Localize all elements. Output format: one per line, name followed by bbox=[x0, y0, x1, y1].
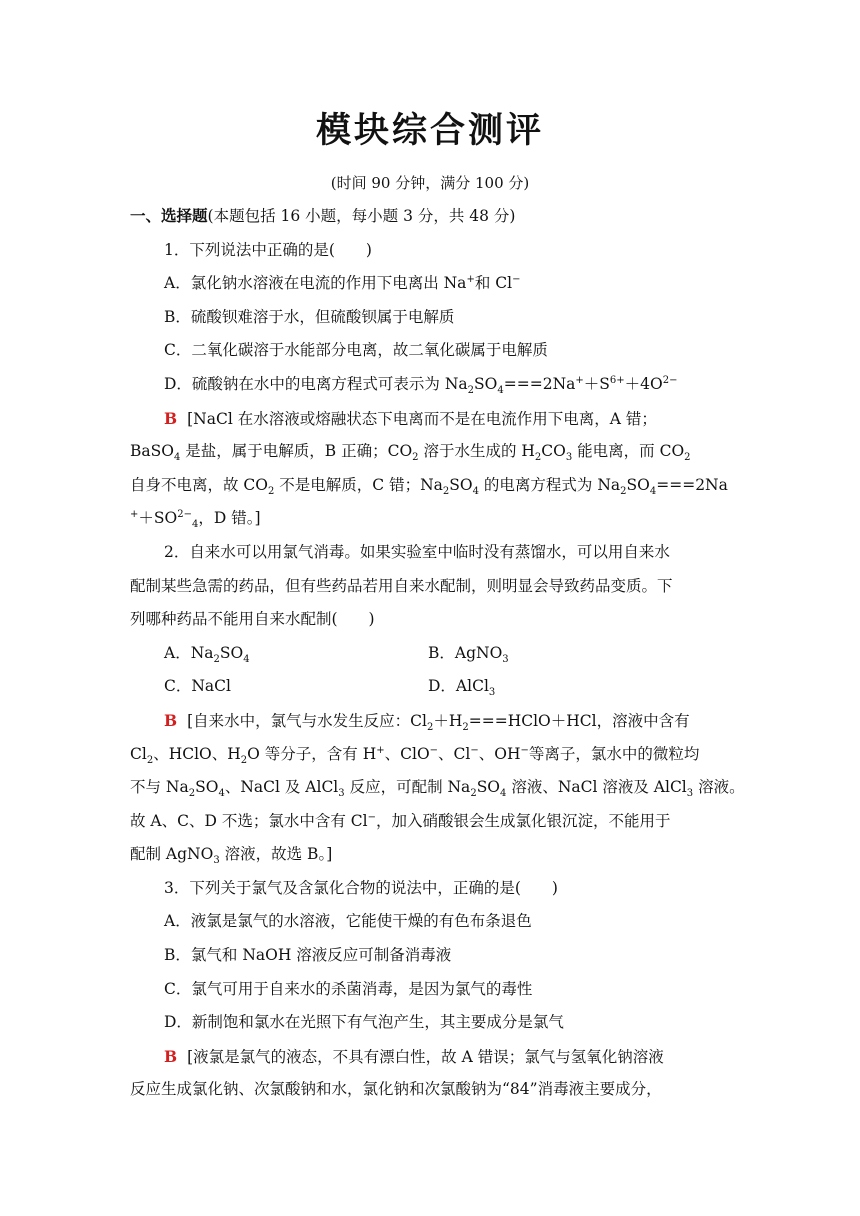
document-body bbox=[130, 200, 745, 1107]
q3-option-b: B．氯气和 NaOH 溶液反应可制备消毒液 bbox=[164, 946, 452, 965]
q3-option-d: D．新制饱和氯水在光照下有气泡产生，其主要成分是氯气 bbox=[164, 1013, 564, 1032]
q1-explanation: B [NaCl 在水溶液或熔融状态下电离而不是在电流作用下电离，A 错； bbox=[164, 408, 657, 428]
q1-option-b: B．硫酸钡难溶于水，但硫酸钡属于电解质 bbox=[164, 307, 455, 326]
q1-explanation-cont: $^++SO^{2-}_4$，D 错。] bbox=[130, 509, 261, 531]
q1-explanation-cont: 自身不电离，故 $CO_2$ 不是电解质，C 错；$Na_2SO_4$ 的电离方程式为 $Na_2SO_4===2Na$ bbox=[130, 475, 728, 497]
q2-explanation-cont: 不与 $Na_2SO_4$、NaCl 及 AlCl$_3$ 反应，可配制 $Na_2SO_4$ 溶液、NaCl 溶液及 AlCl$_3$ 溶液。 bbox=[130, 778, 745, 800]
q2-explanation: B [自来水中，氯气与水发生反应：$Cl_2+H_2===HClO+HCl$，溶液中含有 bbox=[164, 710, 690, 733]
q3-option-a: A．液氯是氯气的水溶液，它能使干燥的有色布条退色 bbox=[164, 912, 532, 931]
q2-explanation-cont: 故 A、C、D 不选；氯水中含有 Cl−，加入硝酸银会生成氯化银沉淀，不能用于 bbox=[130, 811, 671, 830]
q2-options-row bbox=[130, 637, 730, 671]
q3-stem: 3．下列关于氯气及含氯化合物的说法中，正确的是( ) bbox=[164, 878, 558, 897]
q1-answer: B bbox=[164, 408, 178, 428]
section-note: (本题包括 16 小题，每小题 3 分，共 48 分) bbox=[207, 207, 516, 225]
q2-answer: B bbox=[164, 710, 178, 730]
q1-explanation-cont: BaSO$_4$ 是盐，属于电解质，B 正确；$CO_2$ 溶于水生成的 $H_2CO_3$ 能电离，而 $CO_2$ bbox=[130, 442, 691, 464]
q2-options-row bbox=[130, 670, 730, 704]
q2-option-d: D．AlCl$_3$ bbox=[428, 677, 496, 699]
section-label: 一、选择题 bbox=[130, 207, 208, 225]
q2-stem-cont: 列哪种药品不能用自来水配制( ) bbox=[130, 610, 375, 629]
q3-answer: B bbox=[164, 1046, 178, 1066]
q3-explanation: B [液氯是氯气的液态，不具有漂白性，故 A 错误；氯气与氢氧化钠溶液 bbox=[164, 1046, 664, 1066]
q2-explanation-cont: 配制 AgNO$_3$ 溶液，故选 B。] bbox=[130, 845, 333, 867]
q1-option-c: C．二氧化碳溶于水能部分电离，故二氧化碳属于电解质 bbox=[164, 341, 548, 360]
q3-explanation-cont: 反应生成氯化钠、次氯酸钠和水，氯化钠和次氯酸钠为“84”消毒液主要成分， bbox=[130, 1080, 662, 1099]
q1-stem: 1．下列说法中正确的是( ) bbox=[164, 240, 372, 259]
q2-option-a: A．$Na_2SO_4$ bbox=[164, 643, 250, 665]
section-heading bbox=[130, 200, 730, 234]
q2-option-c: C．NaCl bbox=[164, 677, 231, 696]
exam-info: (时间 90 分钟，满分 100 分) bbox=[330, 174, 530, 192]
q2-explanation-cont: $Cl_2$、HClO、$H_2O$ 等分子，含有 H+、ClO−、Cl−、OH−等离子，氯水中的微粒均 bbox=[130, 744, 700, 766]
q3-option-c: C．氯气可用于自来水的杀菌消毒，是因为氯气的毒性 bbox=[164, 979, 533, 998]
q2-option-b: B．AgNO$_3$ bbox=[428, 643, 509, 665]
q1-option-d: D．硫酸钠在水中的电离方程式可表示为 $Na_2SO_4===2Na^++S^{6+}+4O^{2-}$ bbox=[164, 374, 678, 397]
page-title: 模块综合测评 bbox=[315, 111, 544, 151]
q2-stem: 2．自来水可以用氯气消毒。如果实验室中临时没有蒸馏水，可以用自来水 bbox=[164, 542, 670, 561]
q1-option-a: A．氯化钠水溶液在电流的作用下电离出 Na+和 Cl− bbox=[164, 274, 521, 293]
q2-stem-cont: 配制某些急需的药品，但有些药品若用自来水配制，则明显会导致药品变质。下 bbox=[130, 576, 673, 595]
